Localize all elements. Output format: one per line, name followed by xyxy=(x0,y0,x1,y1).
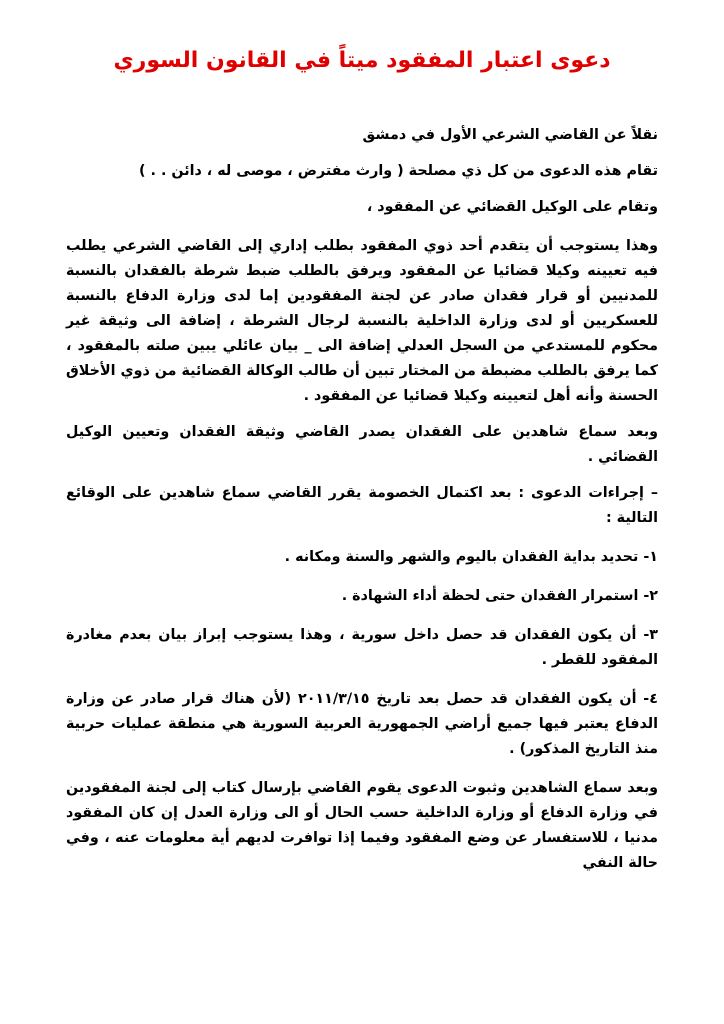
paragraph-after-hearing: وبعد سماع الشاهدين وثبوت الدعوى يقوم القاضي بإرسال كتاب إلى لجنة المفقودين في وزارة الدفاع أو وزارة الداخلية حسب الحال أو الى وزارة العدل إن كان المفقود مدنيا ، للاستفسار عن وضع المفقود وفيما إذا توافرت لديهم أية معلومات عنه ، وفي حالة النفي xyxy=(66,780,658,871)
paragraph-source: نقلاً عن القاضي الشرعي الأول في دمشق xyxy=(362,127,658,143)
paragraph-defendant: وتقام على الوكيل القضائي عن المفقود ، xyxy=(366,199,658,215)
list-item-4: ٤- أن يكون الفقدان قد حصل بعد تاريخ ٢٠١١/٣/١٥ (لأن هناك قرار صادر عن وزارة الدفاع يعتبر فيها جميع أراضي الجمهورية العربية السورية هي منطقة عمليات حربية منذ التاريخ المذكور) . xyxy=(66,691,658,757)
list-item-3: ٣- أن يكون الفقدان قد حصل داخل سورية ، وهذا يستوجب إبراز بيان بعدم مغادرة المفقود للقطر . xyxy=(66,627,658,668)
paragraph-witnesses: وبعد سماع شاهدين على الفقدان يصدر القاضي وثيقة الفقدان وتعيين الوكيل القضائي . xyxy=(66,424,658,465)
document-title: دعوى اعتبار المفقود ميتاً في القانون السوري xyxy=(113,48,611,73)
paragraph-plaintiffs: تقام هذه الدعوى من كل ذي مصلحة ( وارث مفترض ، موصى له ، دائن . . ) xyxy=(139,163,658,179)
paragraph-lawsuit-procedures: – إجراءات الدعوى : بعد اكتمال الخصومة يقرر القاضي سماع شاهدين على الوقائع التالية : xyxy=(66,485,658,526)
list-item-1: ١- تحديد بداية الفقدان باليوم والشهر والسنة ومكانه . xyxy=(284,549,658,565)
list-item-2: ٢- استمرار الفقدان حتى لحظة أداء الشهادة . xyxy=(341,588,658,604)
paragraph-procedure-request: وهذا يستوجب أن يتقدم أحد ذوي المفقود بطلب إداري إلى القاضي الشرعي يطلب فيه تعيينه وكيلا قضائيا عن المفقود ويرفق بالطلب ضبط شرطة بالفقدان بالنسبة للمدنيين أو قرار فقدان صادر عن لجنة المفقودين إما لدى وزارة الدفاع بالنسبة للعسكريين أو لدى وزارة الداخلية بالنسبة لرجال الشرطة ، إضافة الى وثيقة غير محكوم للمستدعي من السجل العدلي إضافة الى _ بيان عائلي يبين صلته بالمفقود ، كما يرفق بالطلب مضبطة من المختار تبين أن طالب الوكالة القضائية من ذوي الأخلاق الحسنة وأنه أهل لتعيينه وكيلا قضائيا عن المفقود . xyxy=(66,238,658,404)
